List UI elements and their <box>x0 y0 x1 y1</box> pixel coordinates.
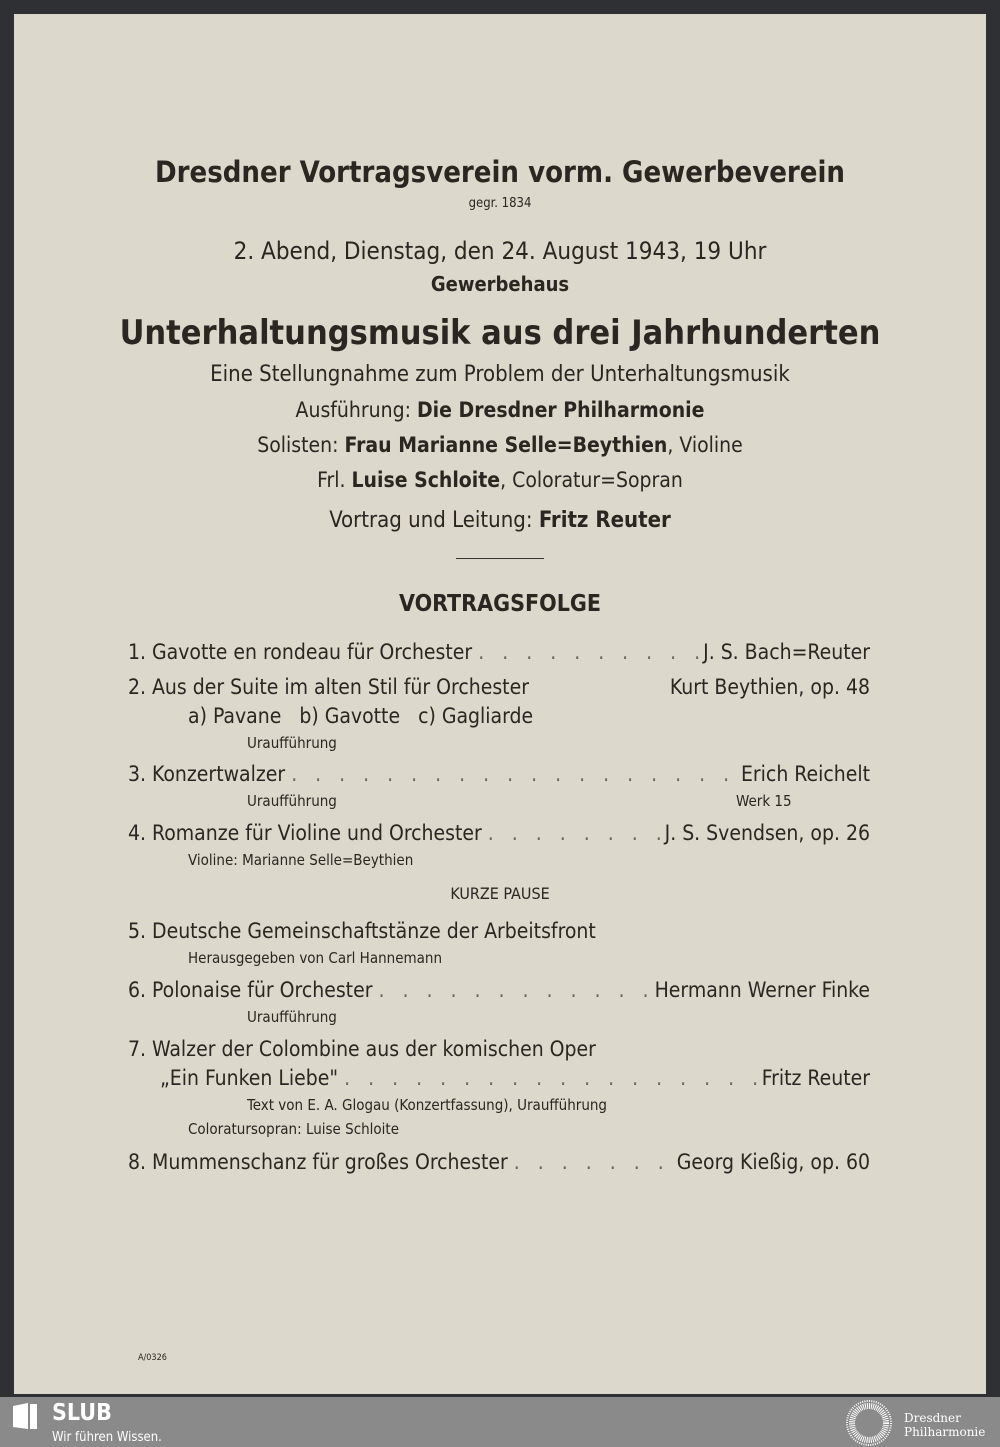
performance-label: Ausführung: <box>295 398 411 422</box>
item-composer: J. S. Bach=Reuter <box>703 640 870 664</box>
soloist-2: Luise Schloite <box>351 468 501 492</box>
program-item <box>128 821 870 845</box>
divider <box>456 558 544 559</box>
lecture-line <box>0 508 1000 533</box>
program-item <box>128 762 870 786</box>
performance-line <box>0 398 1000 422</box>
venue: Gewerbehaus <box>430 272 570 296</box>
item-composer: Hermann Werner Finke <box>654 978 870 1002</box>
item-title: 5. Deutsche Gemeinschaftstänze der Arbeitsfront <box>128 919 596 943</box>
soloists-line <box>0 433 1000 457</box>
item-note: Uraufführung <box>247 1008 337 1026</box>
item-title: 7. Walzer der Colombine aus der komischen Oper <box>128 1037 596 1061</box>
soloists-label: Solisten: <box>257 433 339 457</box>
item-note: Text von E. A. Glogau (Konzertfassung), Uraufführung <box>247 1096 607 1114</box>
item-opus: Werk 15 <box>736 792 792 810</box>
soloist-2-prefix: Frl. <box>317 468 346 492</box>
program-item <box>128 919 870 943</box>
partner-name: Dresdner <box>904 1411 961 1425</box>
item-composer: Erich Reichelt <box>740 762 870 786</box>
lecture-label: Vortrag und Leitung: <box>329 508 533 533</box>
item-note: Violine: Marianne Selle=Beythien <box>188 851 414 869</box>
item-title: 3. Konzertwalzer <box>128 762 286 786</box>
intermission: KURZE PAUSE <box>450 884 550 903</box>
item-title-2: „Ein Funken Liebe" <box>160 1066 339 1090</box>
item-note-2: Coloratursopran: Luise Schloite <box>188 1120 400 1138</box>
item-composer: Georg Kießig, op. 60 <box>676 1150 870 1174</box>
program-item <box>128 1150 870 1174</box>
conductor: Fritz Reuter <box>538 508 671 533</box>
program-item <box>128 978 870 1002</box>
archive-mark: A/0326 <box>138 1353 167 1363</box>
soloist-1-role: , Violine <box>667 433 743 457</box>
item-composer: Kurt Beythien, op. 48 <box>669 675 870 699</box>
program-item <box>128 640 870 664</box>
soloist-2-role: , Coloratur=Sopran <box>500 468 683 492</box>
footer-bar <box>0 1397 1000 1447</box>
program-item <box>128 675 870 699</box>
program-item-cont <box>160 1066 870 1090</box>
program-heading: VORTRAGSFOLGE <box>398 591 602 617</box>
item-title: 6. Polonaise für Orchester <box>128 978 373 1002</box>
item-title: 2. Aus der Suite im alten Stil für Orchester <box>128 675 529 699</box>
slub-logo[interactable]: SLUB <box>52 1400 112 1426</box>
concert-subtitle: Eine Stellungnahme zum Problem der Unterhaltungsmusik <box>210 362 790 387</box>
concert-title: Unterhaltungsmusik aus drei Jahrhunderten <box>119 313 881 353</box>
item-parts: a) Pavane b) Gavotte c) Gagliarde <box>188 704 534 728</box>
slub-book-icon <box>10 1401 40 1431</box>
evening-date: 2. Abend, Dienstag, den 24. August 1943, 19 Uhr <box>233 237 767 265</box>
program-item <box>128 1037 870 1061</box>
item-title: 8. Mummenschanz für großes Orchester <box>128 1150 508 1174</box>
philharmonie-logo-icon <box>843 1399 895 1447</box>
item-title: 4. Romanze für Violine und Orchester <box>128 821 482 845</box>
item-note: Uraufführung <box>247 792 337 810</box>
soloist-1: Frau Marianne Selle=Beythien <box>344 433 668 457</box>
performer: Die Dresdner Philharmonie <box>416 398 705 422</box>
partner-name-2: Philharmonie <box>904 1425 986 1439</box>
item-note: Uraufführung <box>247 734 337 752</box>
item-note: Herausgegeben von Carl Hannemann <box>188 949 443 967</box>
slub-slogan: Wir führen Wissen. <box>52 1430 162 1445</box>
item-composer: J. S. Svendsen, op. 26 <box>664 821 870 845</box>
society-name: Dresdner Vortragsverein vorm. Gewerbeverein <box>154 155 846 189</box>
soloist-2-line <box>0 468 1000 492</box>
item-title: 1. Gavotte en rondeau für Orchester <box>128 640 473 664</box>
founded: gegr. 1834 <box>468 196 532 211</box>
item-composer: Fritz Reuter <box>761 1066 870 1090</box>
